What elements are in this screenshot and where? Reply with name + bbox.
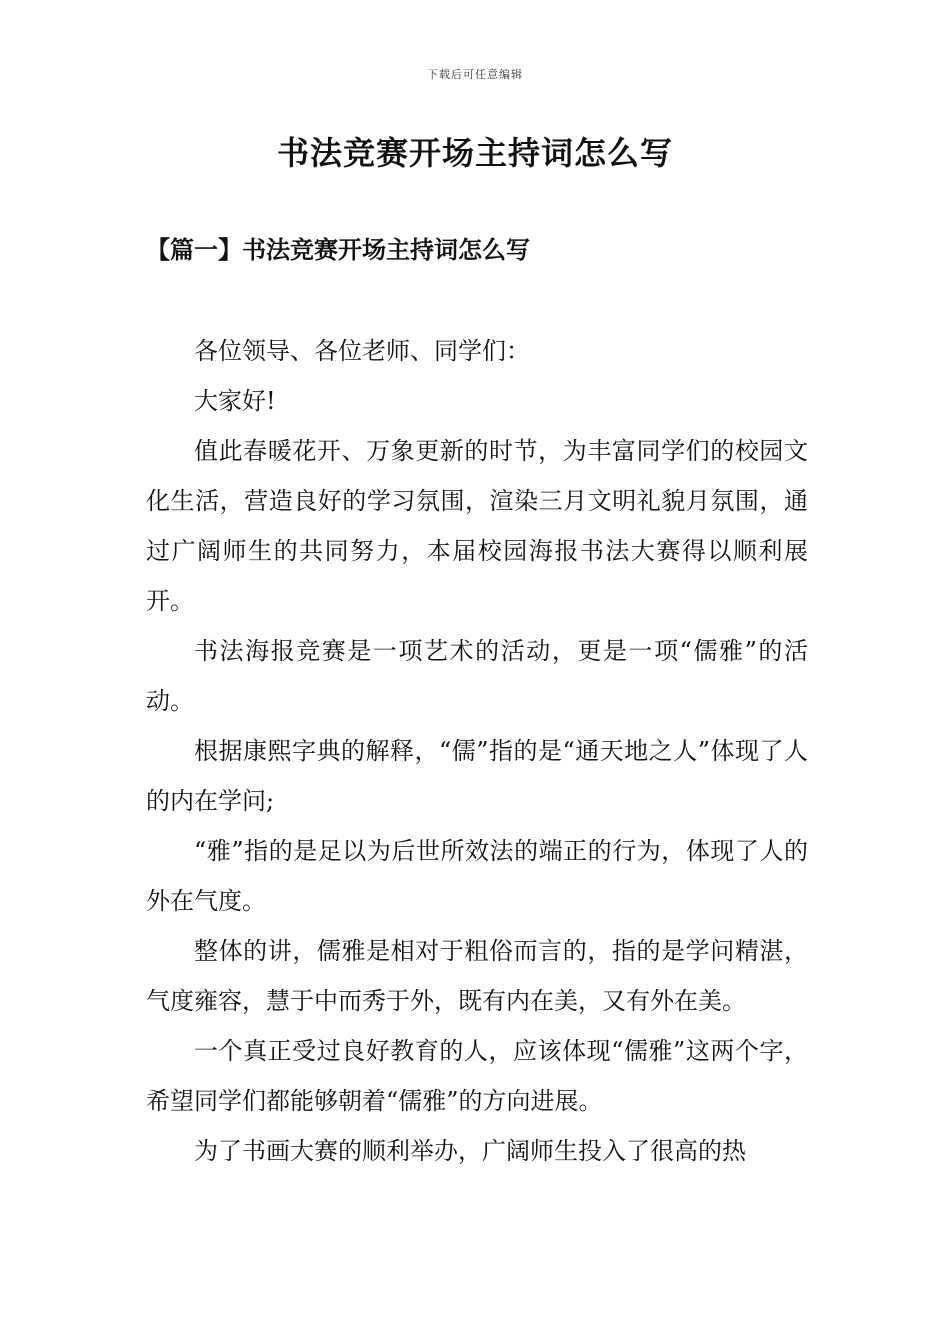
paragraph-greeting: 各位领导、各位老师、同学们： (194, 337, 530, 365)
section-heading: 【篇一】书法竞赛开场主持词怎么写 (146, 235, 530, 264)
paragraph-hello: 大家好! (194, 387, 276, 415)
paragraph: 书法海报竞赛是一项艺术的活动，更是一项“儒雅”的活动。 (146, 637, 808, 715)
paragraph: 整体的讲，儒雅是相对于粗俗而言的，指的是学问精湛，气度雍容，慧于中而秀于外，既有内在美，又有外在美。 (146, 937, 808, 1015)
paragraph: 根据康熙字典的解释，“儒”指的是“通天地之人”体现了人的内在学问; (146, 737, 808, 815)
paragraph: “雅”指的是足以为后世所效法的端正的行为，体现了人的外在气度。 (146, 837, 808, 915)
paragraph: 为了书画大赛的顺利举办，广阔师生投入了很高的热 (194, 1137, 746, 1165)
page-header-note: 下载后可任意编辑 (427, 68, 523, 81)
paragraph: 值此春暖花开、万象更新的时节，为丰富同学们的校园文化生活，营造良好的学习氛围，渲染三月文明礼貌月氛围，通过广阔师生的共同努力，本届校园海报书法大赛得以顺利展开。 (146, 437, 808, 615)
document-body (146, 326, 808, 1176)
paragraph: 一个真正受过良好教育的人，应该体现“儒雅”这两个字，希望同学们都能够朝着“儒雅”的方向进展。 (146, 1037, 808, 1115)
document-title: 书法竞赛开场主持词怎么写 (276, 134, 673, 172)
